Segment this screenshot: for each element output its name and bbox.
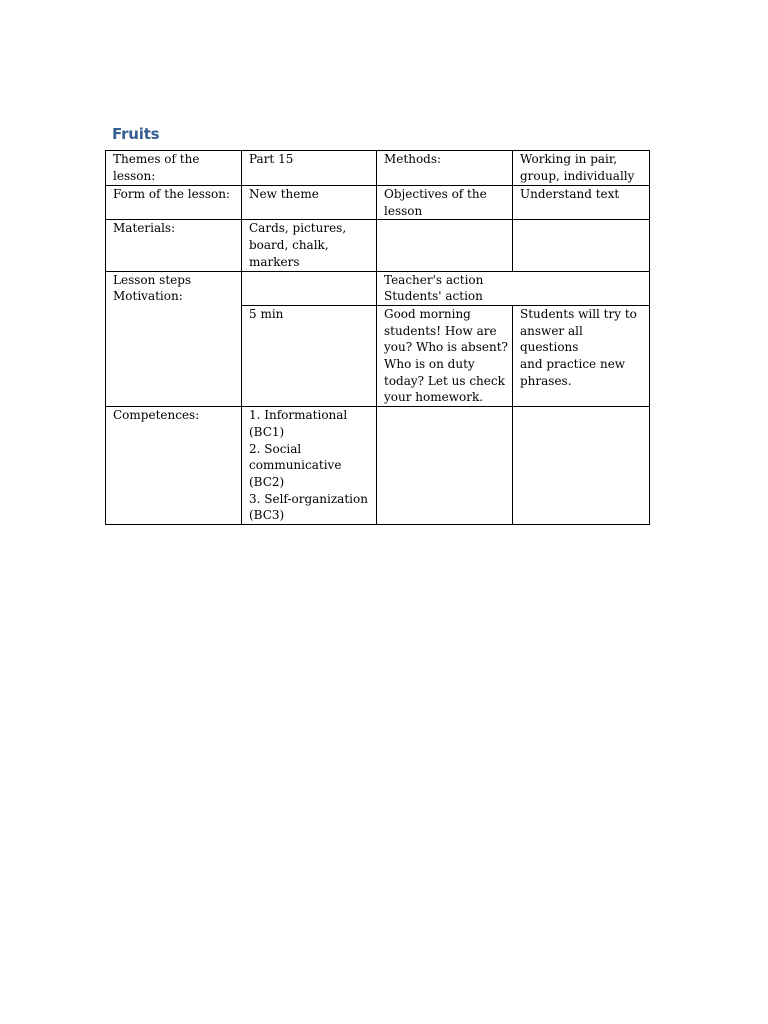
table-cell xyxy=(513,407,650,525)
table-cell xyxy=(242,151,377,186)
table-cell xyxy=(242,407,377,525)
table-cell xyxy=(513,305,650,406)
table-row xyxy=(106,407,650,525)
table-row xyxy=(106,220,650,271)
table-cell xyxy=(377,305,513,406)
table-cell xyxy=(242,186,377,220)
competences-value: 1. Informational (BC1) 2. Social communicative (BC2) 3. Self-organization (BC3) xyxy=(249,408,368,523)
themes-label: Themes of the lesson: xyxy=(113,152,200,183)
table-cell xyxy=(377,186,513,220)
themes-value: Part 15 xyxy=(249,152,294,166)
teacher-action-text: Good morning students! How are you? Who is absent? Who is on duty today? Let us check your homework. xyxy=(384,306,508,405)
table-cell xyxy=(242,271,377,305)
table-cell xyxy=(513,151,650,186)
table-cell xyxy=(377,407,513,525)
table-row xyxy=(106,271,650,305)
table-cell xyxy=(106,186,242,220)
table-cell xyxy=(513,220,650,271)
objectives-value: Understand text xyxy=(520,187,620,201)
table-row xyxy=(106,186,650,220)
table-cell xyxy=(106,271,242,305)
table-cell xyxy=(377,220,513,271)
table-cell xyxy=(377,271,650,305)
materials-value: Cards, pictures, board, chalk, markers xyxy=(249,221,347,269)
table-cell xyxy=(513,186,650,220)
form-label: Form of the lesson: xyxy=(113,187,231,201)
table-cell xyxy=(242,220,377,271)
form-value: New theme xyxy=(249,187,319,201)
table-cell xyxy=(106,407,242,525)
table-cell xyxy=(106,220,242,271)
lesson-steps-label: Lesson steps Motivation: xyxy=(113,272,192,304)
lesson-plan-table xyxy=(105,150,650,525)
table-cell xyxy=(106,151,242,186)
methods-label: Methods: xyxy=(384,152,442,166)
methods-value: Working in pair, group, individually xyxy=(520,152,635,183)
table-cell xyxy=(106,305,242,406)
duration-value: 5 min xyxy=(249,306,284,321)
table-cell xyxy=(242,305,377,406)
objectives-label: Objectives of the lesson xyxy=(384,187,487,218)
table-row xyxy=(106,151,650,186)
action-headers: Teacher's action Students' action xyxy=(384,272,484,304)
table-cell xyxy=(377,151,513,186)
table-row xyxy=(106,305,650,406)
page-title: Fruits xyxy=(112,125,160,143)
students-action-text: Students will try to answer all questions and practice new phrases. xyxy=(520,306,637,388)
competences-label: Competences: xyxy=(113,408,200,423)
materials-label: Materials: xyxy=(113,221,176,236)
